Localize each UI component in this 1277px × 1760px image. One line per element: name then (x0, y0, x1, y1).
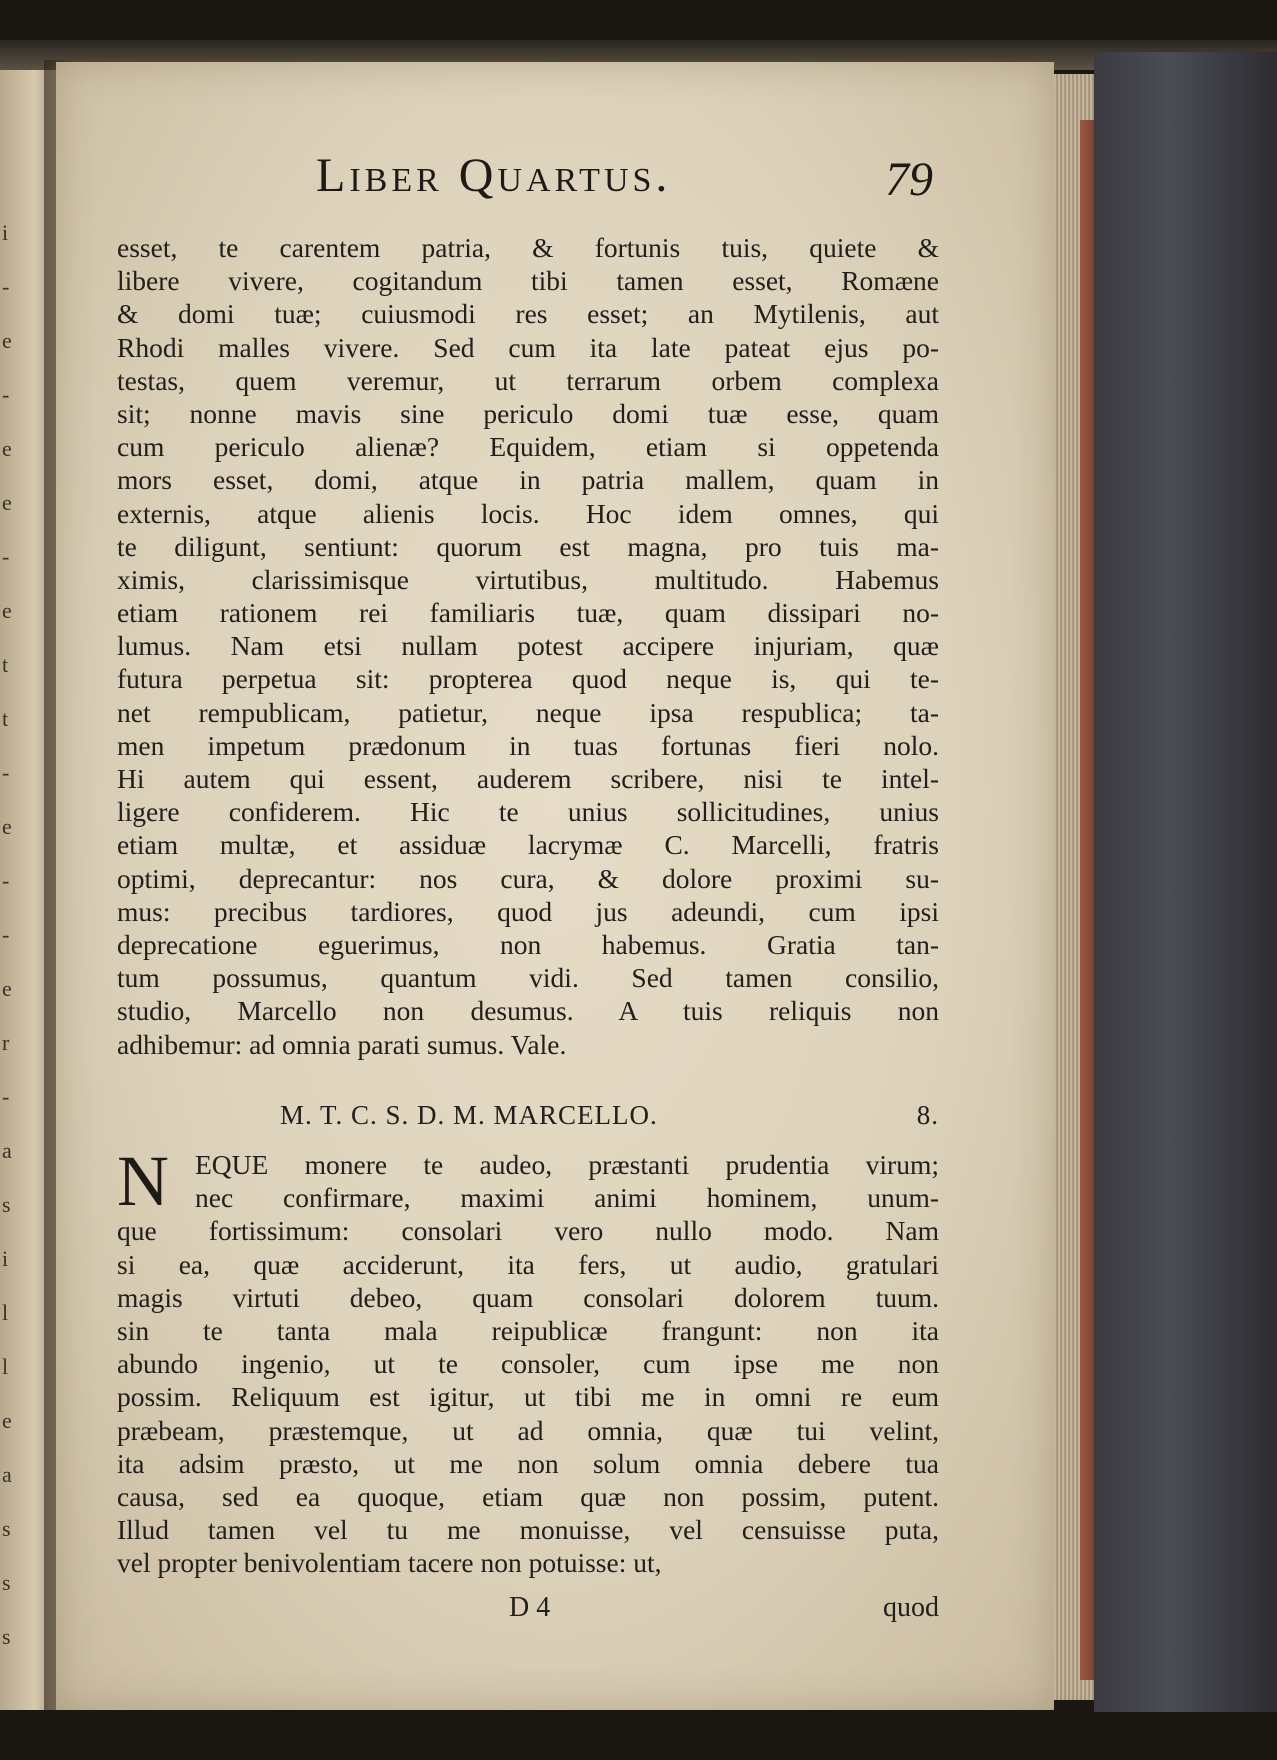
facing-page-char: s (2, 1624, 11, 1649)
facing-page-char: - (2, 922, 10, 947)
facing-page-char: e (2, 814, 12, 839)
text-line: ita adsim præsto, ut me non solum omnia debere tua (117, 1447, 939, 1479)
text-line: etiam multæ, et assiduæ lacrymæ C. Marcelli, fratris (117, 829, 939, 861)
facing-page-char: l (2, 1300, 9, 1325)
text-line: mus: precibus tardiores, quod jus adeundi, cum ipsi (117, 895, 939, 927)
facing-page-char: e (2, 490, 12, 515)
text-line: etiam rationem rei familiaris tuæ, quam dissipari no- (117, 597, 939, 629)
text-line: Illud tamen vel tu me monuisse, vel censuisse puta, (117, 1514, 939, 1546)
text-line: causa, sed ea quoque, etiam quæ non possim, putent. (117, 1480, 939, 1512)
letter-1-text (117, 231, 939, 1061)
text-line: mors esset, domi, atque in patria mallem, quam in (117, 464, 939, 496)
facing-page-char: - (2, 274, 10, 299)
facing-page-char: s (2, 1516, 11, 1541)
letter-2-heading (280, 1100, 939, 1131)
facing-page-char: i (2, 220, 9, 245)
text-line: men impetum prædonum in tuas fortunas fieri nolo. (117, 729, 939, 761)
text-line: sin te tanta mala reipublicæ frangunt: non ita (117, 1314, 939, 1346)
text-line: te diligunt, sentiunt: quorum est magna, pro tuis ma- (117, 530, 939, 562)
facing-page-char: i (2, 1246, 9, 1271)
text-line: libere vivere, cogitandum tibi tamen esset, Romæne (117, 265, 939, 297)
facing-page-char: e (2, 328, 12, 353)
text-line: testas, quem veremur, ut terrarum orbem complexa (117, 364, 939, 396)
facing-page-char: - (2, 868, 10, 893)
text-line: lumus. Nam etsi nullam potest accipere injuriam, quæ (117, 630, 939, 662)
text-line: studio, Marcello non desumus. A tuis reliquis non (117, 995, 939, 1027)
facing-page-char: t (2, 706, 9, 731)
signature-mark: D 4 (509, 1592, 551, 1623)
facing-page-char: e (2, 976, 12, 1001)
catchword: quod (883, 1592, 939, 1623)
text-line: adhibemur: ad omnia parati sumus. Vale. (117, 1028, 567, 1060)
text-line: nec confirmare, maximi animi hominem, unum- (195, 1182, 939, 1214)
text-line: vel propter benivolentiam tacere non potuisse: ut, (117, 1547, 662, 1579)
facing-page-char: e (2, 436, 12, 461)
text-line: & domi tuæ; cuiusmodi res esset; an Mytilenis, aut (117, 298, 939, 330)
text-line: deprecatione eguerimus, non habemus. Gratia tan- (117, 928, 939, 960)
text-line: optimi, deprecantur: nos cura, & dolore proximi su- (117, 862, 939, 894)
running-head: Liber Quartus. (316, 149, 672, 202)
facing-page-char: a (2, 1462, 12, 1487)
facing-page-char: s (2, 1570, 11, 1595)
text-line: externis, atque alienis locis. Hoc idem omnes, qui (117, 497, 939, 529)
facing-page-char: - (2, 1084, 10, 1109)
text-line: si ea, quæ acciderunt, ita fers, ut audio, gratulari (117, 1248, 939, 1280)
text-line: futura perpetua sit: propterea quod neque is, qui te- (117, 663, 939, 695)
text-line: ligere confiderem. Hic te unius sollicitudines, unius (117, 796, 939, 828)
text-line: que fortissimum: consolari vero nullo modo. Nam (117, 1215, 939, 1247)
text-line: Hi autem qui essent, auderem scribere, nisi te intel- (117, 763, 939, 794)
book-cover (1094, 52, 1277, 1712)
facing-page-char: - (2, 382, 10, 407)
facing-page-char: - (2, 760, 10, 785)
text-line: net rempublicam, patietur, neque ipsa respublica; ta- (117, 696, 939, 728)
text-line: tum possumus, quantum vidi. Sed tamen consilio, (117, 962, 939, 994)
facing-page-char: - (2, 544, 10, 569)
letter-2-number: 8. (916, 1100, 939, 1130)
drop-cap: N (117, 1141, 169, 1221)
letter-2-salutation: M. T. C. S. D. M. MARCELLO. (280, 1100, 658, 1130)
text-line: ximis, clarissimisque virtutibus, multitudo. Habemus (117, 563, 939, 595)
text-line: abundo ingenio, ut te consoler, cum ipse me non (117, 1348, 939, 1380)
page-number: 79 (885, 153, 933, 206)
text-line: cum periculo alienæ? Equidem, etiam si oppetenda (117, 431, 939, 463)
facing-page-char: l (2, 1354, 9, 1379)
text-line: magis virtuti debeo, quam consolari dolorem tuum. (117, 1281, 939, 1313)
facing-page-char: a (2, 1138, 12, 1163)
text-line: Rhodi malles vivere. Sed cum ita late pateat ejus po- (117, 331, 939, 363)
text-line: possim. Reliquum est igitur, ut tibi me in omni re eum (117, 1381, 939, 1413)
facing-page-char: t (2, 652, 9, 677)
facing-page-char: e (2, 1408, 12, 1433)
facing-page-char: e (2, 598, 12, 623)
text-line: esset, te carentem patria, & fortunis tuis, quiete & (117, 232, 939, 263)
text-line: præbeam, præstemque, ut ad omnia, quæ tui velint, (117, 1414, 939, 1446)
facing-page-char: s (2, 1192, 11, 1217)
facing-page-char: r (2, 1030, 10, 1055)
text-line: sit; nonne mavis sine periculo domi tuæ esse, quam (117, 397, 939, 429)
letter-2-text (117, 1141, 939, 1579)
text-line: EQUE monere te audeo, præstanti prudentia virum; (195, 1149, 939, 1180)
